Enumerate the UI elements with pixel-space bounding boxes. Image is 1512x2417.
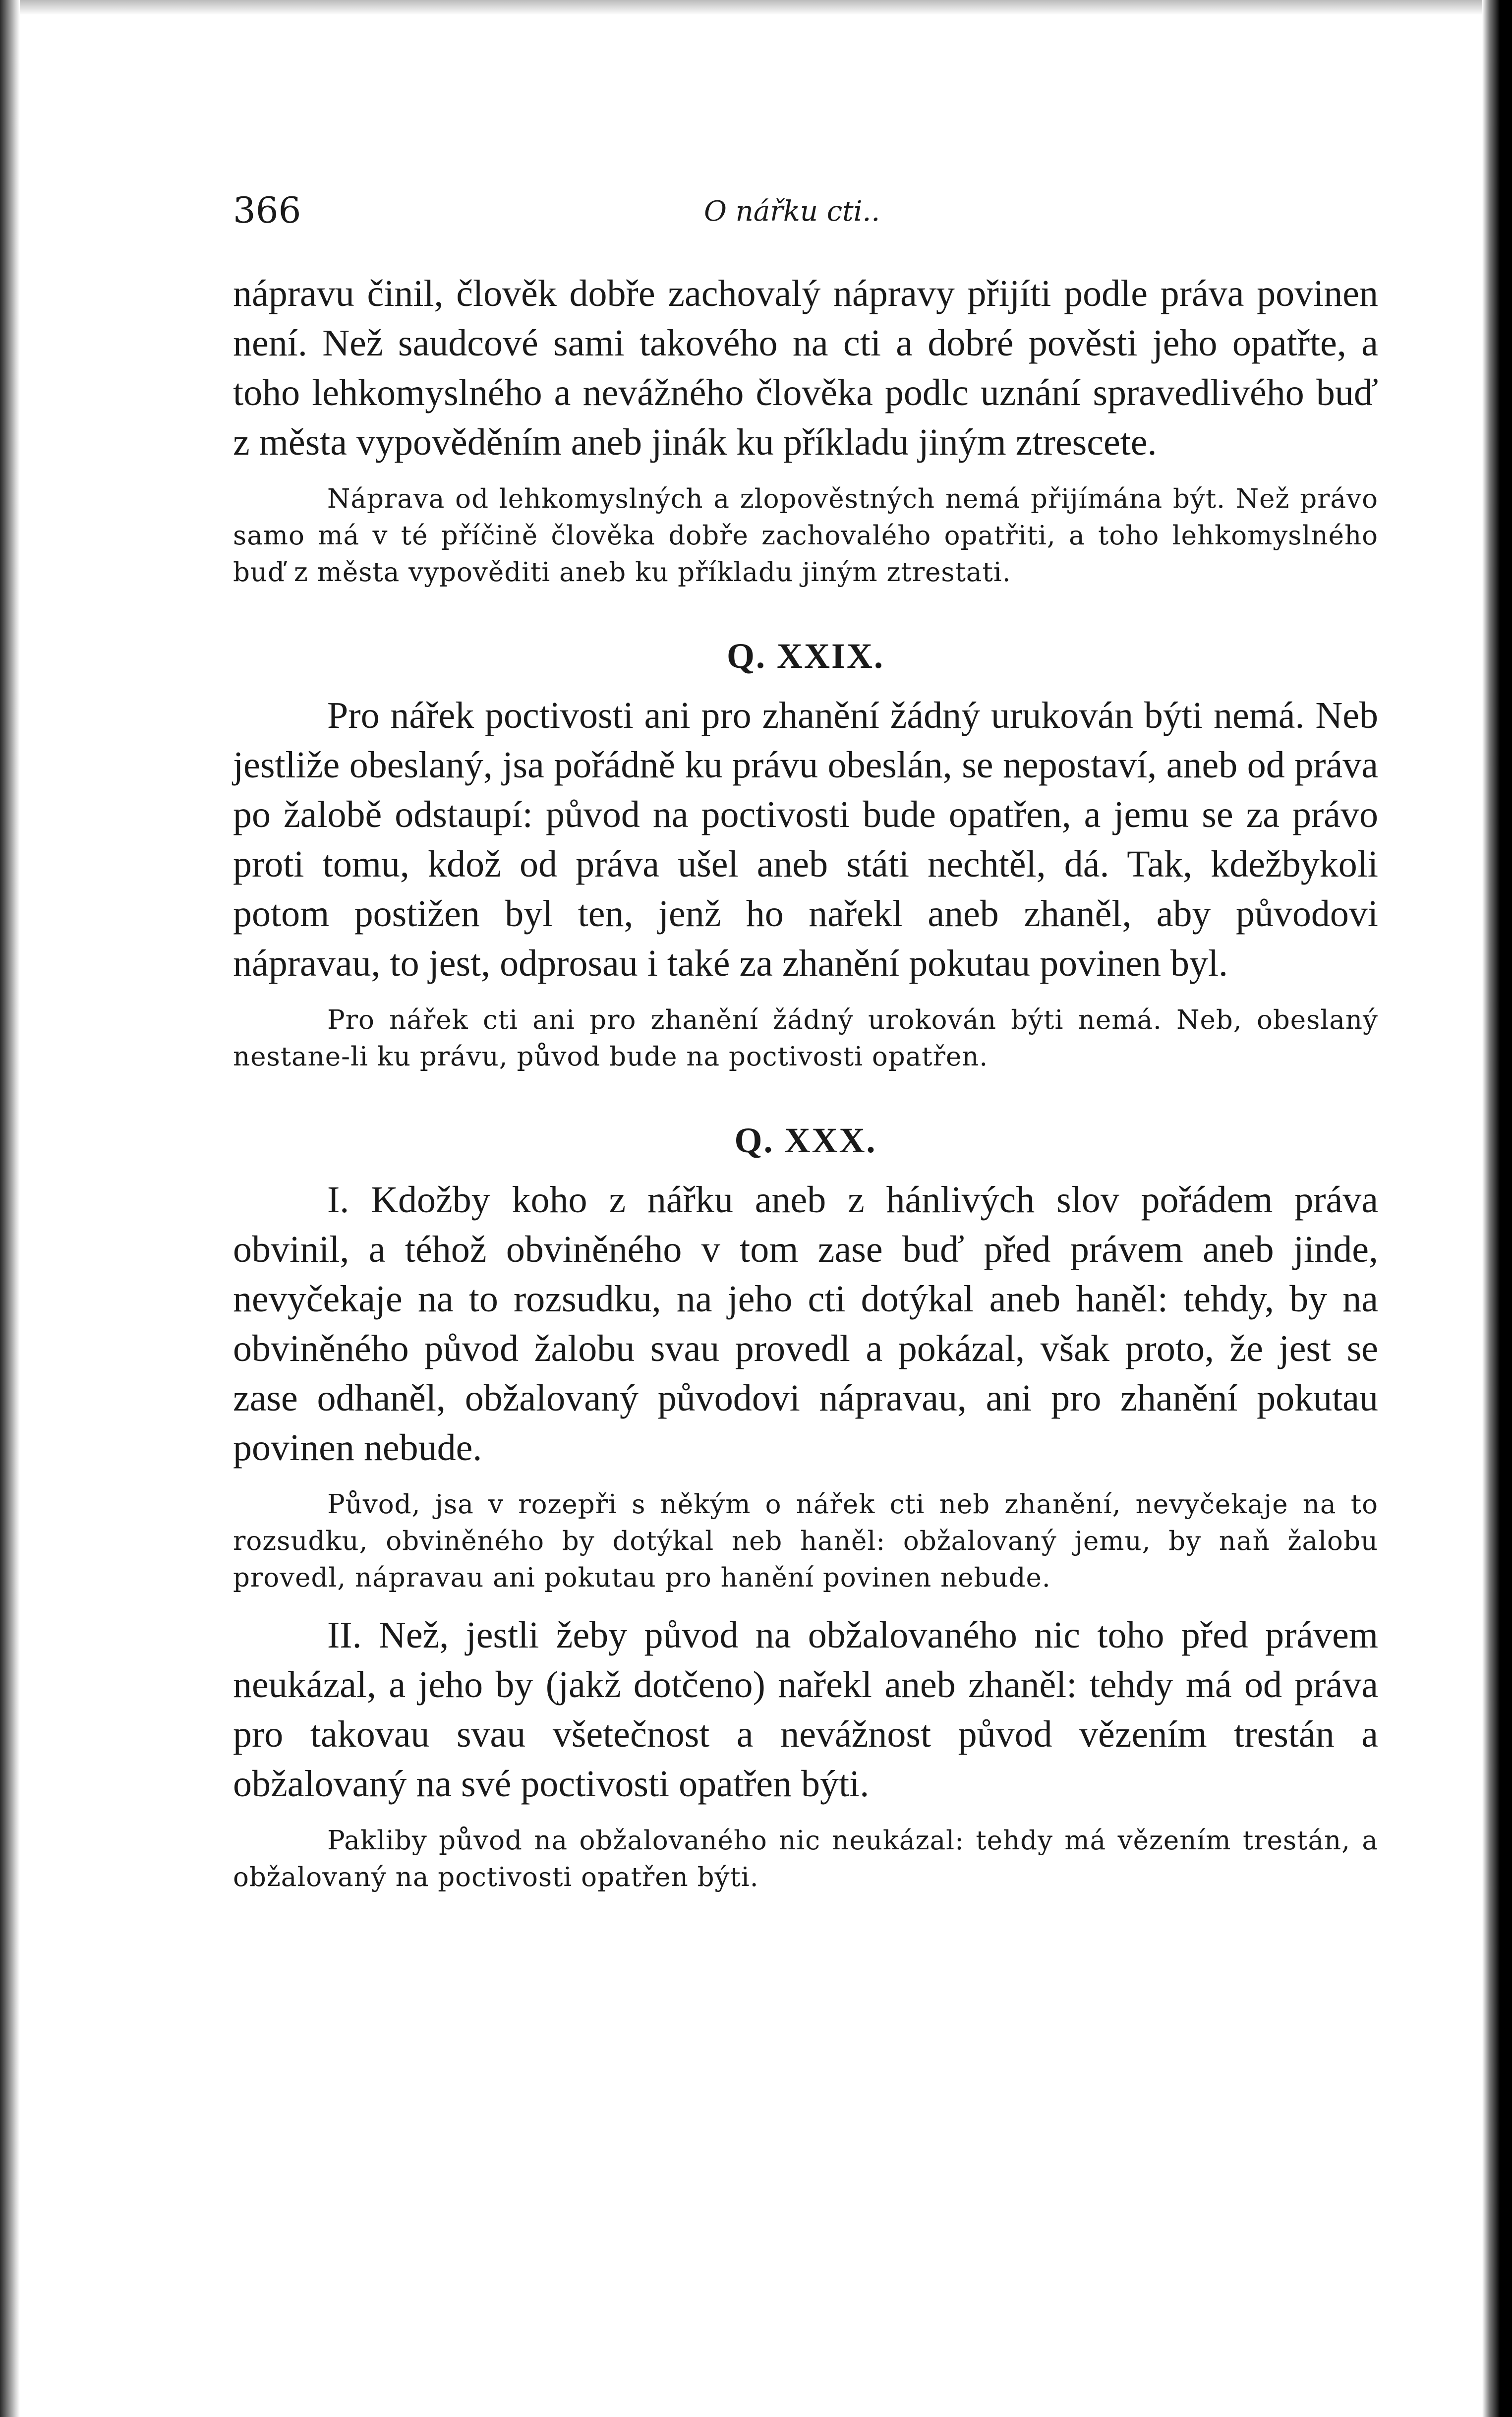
main-paragraph: nápravu činil, člověk dobře zachovalý nápravy přijíti podle práva povinen není. Než saudcové sami takového na cti a dobré pověsti jeho opatřte, a toho lehkomyslného a nevážného člověka podlc uznání spravedlivého buď z města vypověděním aneb jinák ku příkladu jiným ztrescete.	[233, 273, 1378, 463]
summary-note: Původ, jsa v rozepři s někým o nářek cti neb zhanění, nevyčekaje na to rozsudku, obviněného by dotýkal neb haněl: obžalovaný jemu, by naň žalobu provedl, nápravau ani pokutau pro hanění povinen nebude.	[233, 1489, 1378, 1593]
scan-edge-left	[0, 0, 20, 2417]
book-page	[233, 183, 1378, 1896]
spacer	[233, 1596, 1378, 1610]
main-paragraph: II. Než, jestli žeby původ na obžalovaného nic toho před právem neukázal, a jeho by (jakž dotčeno) nařekl aneb zhaněl: tehdy má od práva pro takovau svau všetečnost a nevážnost původ vězením trestán a obžalovaný na své poctivosti opatřen býti.	[233, 1614, 1378, 1805]
section-heading: Q. XXX.	[734, 1120, 877, 1160]
scan-edge-right	[1482, 0, 1512, 2417]
spacer	[233, 238, 1378, 269]
section-heading: Q. XXIX.	[726, 636, 884, 676]
running-title: O nářku cti..	[704, 195, 880, 228]
spacer	[233, 1161, 1378, 1175]
main-paragraph: I. Kdožby koho z nářku aneb z hánlivých slov pořádem práva obvinil, a téhož obviněného v tom zase buď před právem aneb jinde, nevyčekaje na to rozsudku, na jeho cti dotýkal aneb haněl: tehdy, by na obviněného původ žalobu svau provedl a pokázal, však proto, že jest se zase odhaněl, obžalovaný původovi nápravau, ani pro zhanění pokutau povinen nebude.	[233, 1179, 1378, 1469]
spacer	[233, 1075, 1378, 1120]
page-number: 366	[233, 189, 301, 231]
spacer	[233, 1809, 1378, 1823]
spacer	[233, 1473, 1378, 1486]
summary-note: Pakliby původ na obžalovaného nic neukázal: tehdy má vězením trestán, a obžalovaný na poctivosti opatřen býti.	[233, 1826, 1378, 1892]
scan-edge-top	[0, 0, 1512, 15]
spacer	[233, 988, 1378, 1002]
summary-note: Náprava od lehkomyslných a zlopověstných nemá přijímána být. Než právo samo má v té příčině člověka dobře zachovalého opatřiti, a toho lehkomyslného buď z města vypověditi aneb ku příkladu jiným ztrestati.	[233, 484, 1378, 588]
running-head	[233, 183, 1378, 238]
spacer	[233, 677, 1378, 691]
spacer	[233, 467, 1378, 481]
main-paragraph: Pro nářek poctivosti ani pro zhanění žádný urukován býti nemá. Neb jestliže obeslaný, jsa pořádně ku právu obeslán, se nepostaví, aneb od práva po žalobě odstaupí: původ na poctivosti bude opatřen, a jemu se za právo proti tomu, kdož od práva ušel aneb státi nechtěl, dá. Tak, kdežbykoli potom postižen byl ten, jenž ho nařekl aneb zhaněl, aby původovi nápravau, to jest, odprosau i také za zhanění pokutau povinen byl.	[233, 695, 1378, 984]
summary-note: Pro nářek cti ani pro zhanění žádný urokován býti nemá. Neb, obeslaný nestane-li ku právu, původ bude na poctivosti opatřen.	[233, 1005, 1378, 1072]
spacer	[233, 591, 1378, 636]
